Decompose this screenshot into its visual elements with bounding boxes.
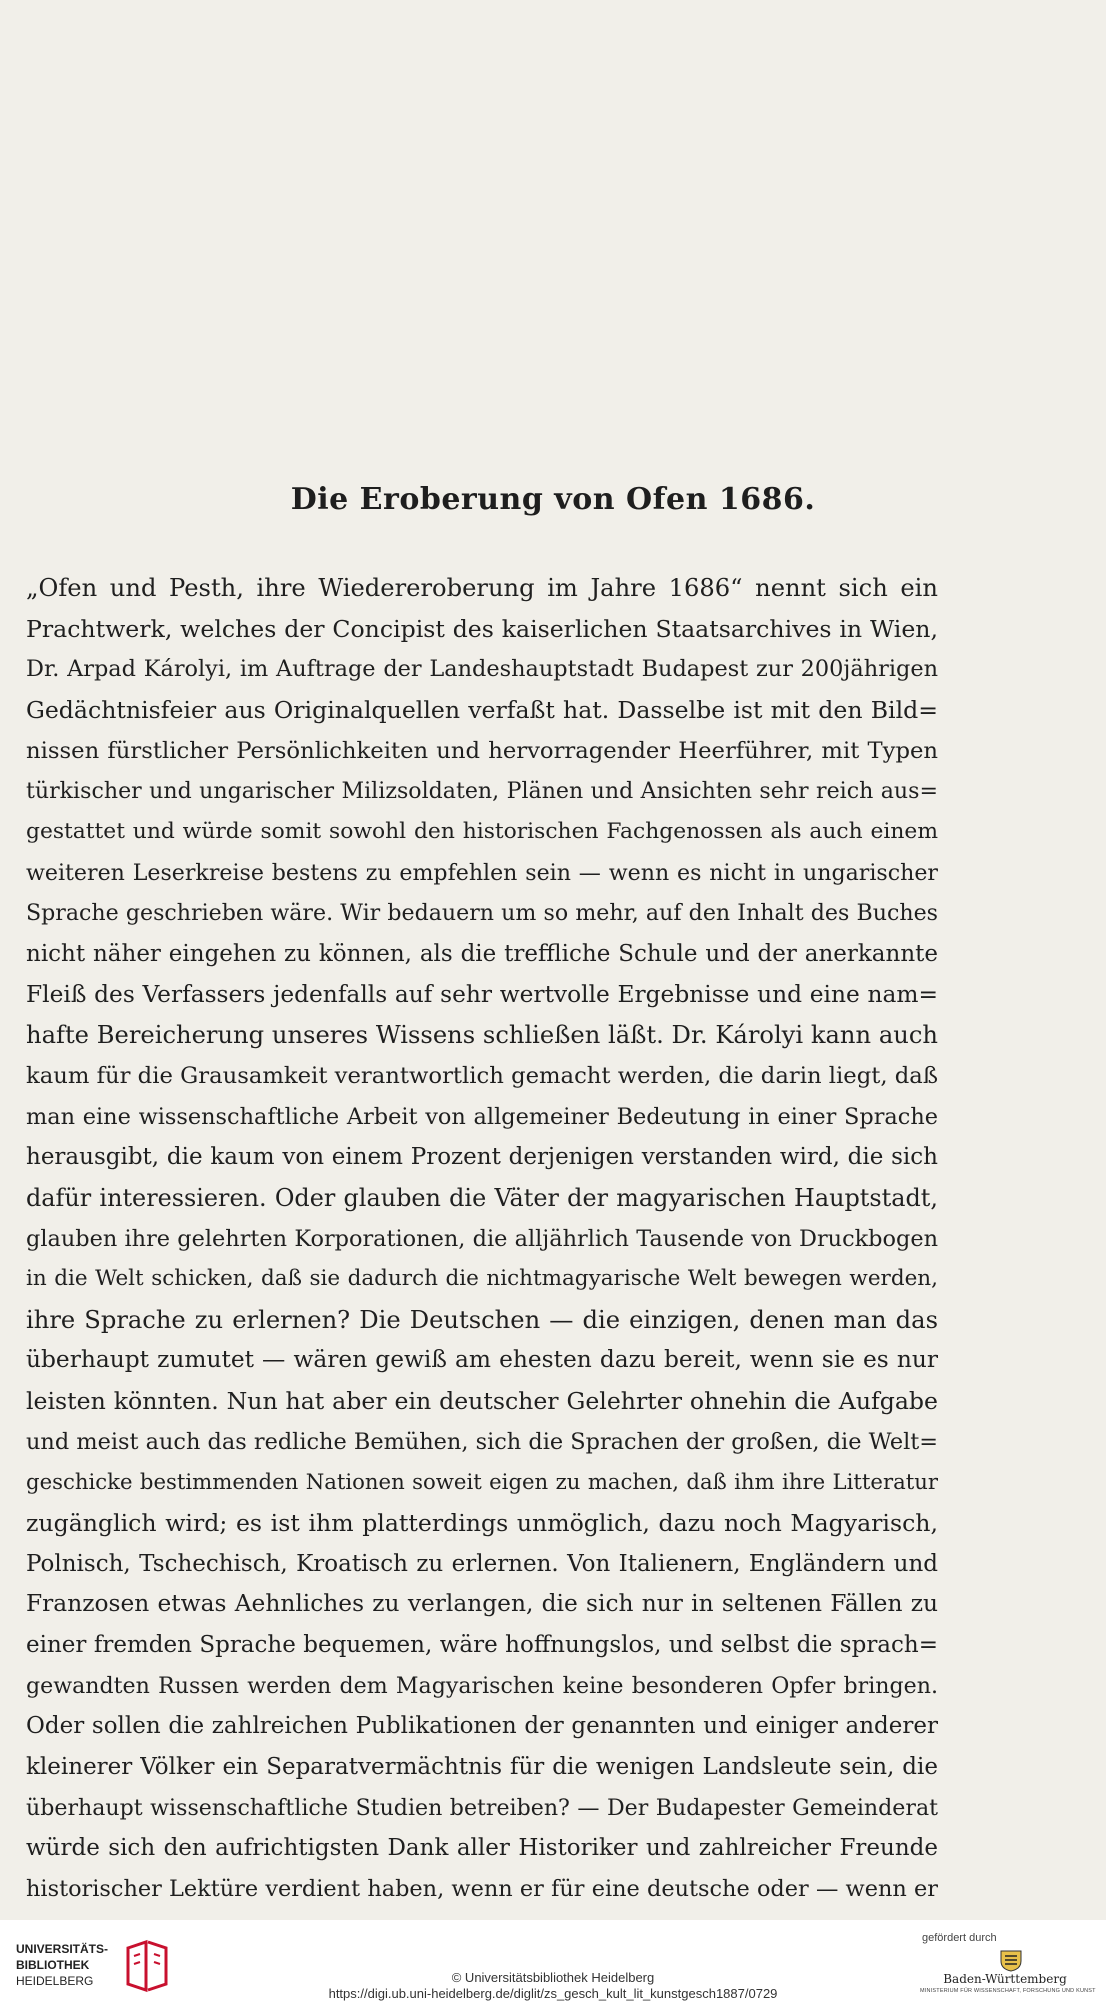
text-line: gewandten Russen werden dem Magyarischen keine besonderen Opfer bringen.	[26, 1672, 938, 1699]
text-line: kleinerer Völker ein Separatvermächtnis für die wenigen Landsleute sein, die	[26, 1754, 938, 1781]
text-line: glauben ihre gelehrten Korporationen, die alljährlich Tausende von Druckbogen	[26, 1225, 938, 1252]
digitization-footer	[0, 1920, 1106, 2004]
text-line: herausgibt, die kaum von einem Prozent derjenigen verstanden wird, die sich	[26, 1144, 938, 1171]
text-line: nissen fürstlicher Persönlichkeiten und hervorragender Heerführer, mit Typen	[26, 737, 938, 764]
article-body	[26, 568, 938, 1950]
text-line: und meist auch das redliche Bemühen, sich die Sprachen der großen, die Welt=	[26, 1428, 938, 1455]
sponsor-block	[920, 1932, 1100, 2002]
text-line: Gedächtnisfeier aus Originalquellen verfaßt hat. Dasselbe ist mit den Bild=	[26, 695, 938, 724]
text-line: Oder sollen die zahlreichen Publikationen der genannten und einiger anderer	[26, 1713, 938, 1740]
text-line: würde sich den aufrichtigsten Dank aller Historiker und zahlreicher Freunde	[26, 1835, 938, 1862]
text-line: überhaupt wissenschaftliche Studien betreiben? — Der Budapester Gemeinderat	[26, 1794, 938, 1821]
logo-text-line-3: HEIDELBERG	[16, 1974, 94, 1988]
text-line: hafte Bereicherung unseres Wissens schließen läßt. Dr. Károlyi kann auch	[26, 1021, 938, 1050]
text-line: Polnisch, Tschechisch, Kroatisch zu erlernen. Von Italienern, Engländern und	[26, 1550, 938, 1577]
text-line: Fleiß des Verfassers jedenfalls auf sehr wertvolle Ergebnisse und eine nam=	[26, 980, 938, 1008]
text-line: ihre Sprache zu erlernen? Die Deutschen — die einzigen, denen man das	[26, 1305, 938, 1334]
text-line: nicht näher eingehen zu können, als die treffliche Schule und der anerkannte	[26, 940, 938, 967]
article-title: Die Eroberung von Ofen 1686.	[290, 482, 816, 517]
text-line: zugänglich wird; es ist ihm platterdings unmöglich, dazu noch Magyarisch,	[26, 1509, 938, 1538]
text-line: türkischer und ungarischer Milizsoldaten, Plänen und Ansichten sehr reich aus=	[26, 778, 938, 805]
sponsor-ministry: MINISTERIUM FÜR WISSENSCHAFT, FORSCHUNG UND KUNST	[920, 1988, 1096, 1994]
text-line: historischer Lektüre verdient haben, wenn er für eine deutsche oder — wenn er	[26, 1876, 938, 1902]
sponsor-label: gefördert durch	[922, 1932, 997, 1944]
text-line: „Ofen und Pesth, ihre Wiedereroberung im Jahre 1686“ nennt sich ein	[26, 574, 938, 602]
text-line: leisten könnten. Nun hat aber ein deutscher Gelehrter ohnehin die Aufgabe	[26, 1387, 938, 1416]
text-line: geschicke bestimmenden Nationen soweit eigen zu machen, daß ihm ihre Litteratur	[26, 1469, 938, 1495]
logo-text-line-2: BIBLIOTHEK	[16, 1958, 90, 1972]
text-line: man eine wissenschaftliche Arbeit von allgemeiner Bedeutung in einer Sprache	[26, 1103, 938, 1130]
copyright-notice: © Universitätsbibliothek Heidelberg	[451, 1970, 655, 1985]
text-line: überhaupt zumutet — wären gewiß am ehesten dazu bereit, wenn sie es nur	[26, 1346, 938, 1374]
text-line: gestattet und würde somit sowohl den historischen Fachgenossen als auch einem	[26, 818, 938, 844]
source-url-link[interactable]: https://digi.ub.uni-heidelberg.de/diglit/zs_gesch_kult_lit_kunstgesch1887/0729	[328, 1986, 778, 2001]
text-line: kaum für die Grausamkeit verantwortlich gemacht werden, die darin liegt, daß	[26, 1062, 938, 1089]
text-line: in die Welt schicken, daß sie dadurch die nichtmagyarische Welt bewegen werden,	[26, 1266, 938, 1292]
text-line: Prachtwerk, welches der Concipist des kaiserlichen Staatsarchives in Wien,	[26, 614, 938, 643]
text-line: Sprache geschrieben wäre. Wir bedauern um so mehr, auf den Inhalt des Buches	[26, 900, 938, 927]
state-crest-icon	[998, 1948, 1024, 1972]
text-line: dafür interessieren. Oder glauben die Väter der magyarischen Hauptstadt,	[26, 1183, 938, 1212]
logo-text-line-1: UNIVERSITÄTS-	[16, 1942, 109, 1956]
sponsor-name: Baden-Württemberg	[943, 1972, 1067, 1986]
text-line: Dr. Arpad Károlyi, im Auftrage der Landeshauptstadt Budapest zur 200jährigen	[26, 656, 938, 683]
text-line: einer fremden Sprache bequemen, wäre hoffnungslos, und selbst die sprach=	[26, 1632, 938, 1659]
text-line: weiteren Leserkreise bestens zu empfehlen sein — wenn es nicht in ungarischer	[26, 859, 938, 886]
text-line: Franzosen etwas Aehnliches zu verlangen, die sich nur in seltenen Fällen zu	[26, 1590, 938, 1618]
